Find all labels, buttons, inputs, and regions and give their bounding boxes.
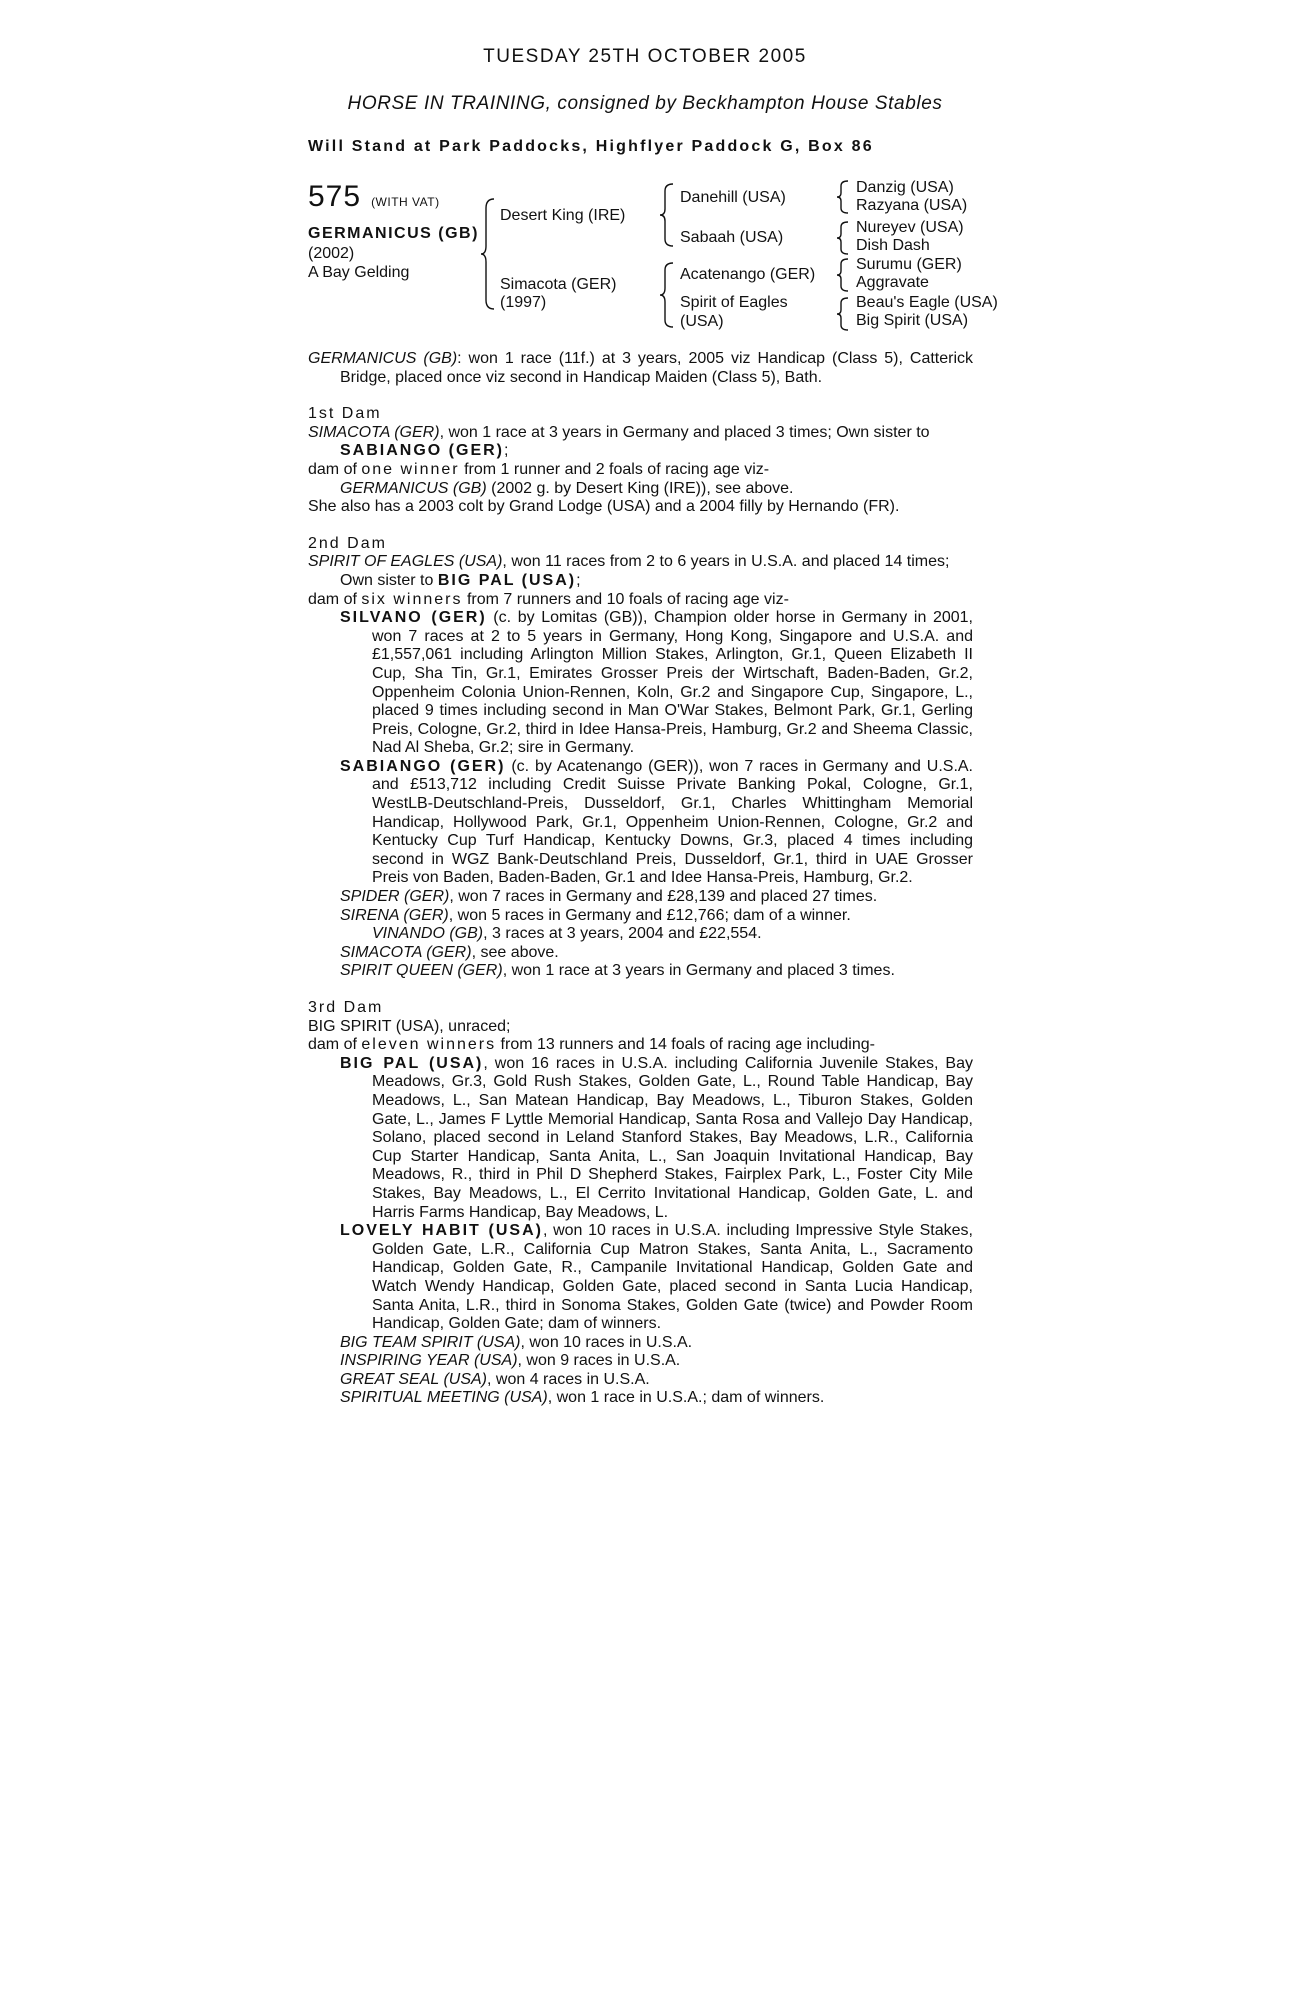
third-dam-winner-count: eleven winners (361, 1036, 497, 1054)
stabling-location: Will Stand at Park Paddocks, Highflyer Paddock G, Box 86 (308, 138, 874, 155)
progeny-sirena (308, 907, 973, 926)
vat-note: (WITH VAT) (371, 195, 440, 209)
first-dam-record (308, 424, 973, 461)
pedigree-ssd: Razyana (USA) (856, 197, 968, 214)
horse-summary (308, 350, 973, 387)
catalogue-text (308, 350, 973, 1408)
pedigree-brace-ds (836, 258, 850, 292)
spiritual-meeting-name: SPIRITUAL MEETING (USA) (340, 1389, 548, 1407)
lovely-habit-name: LOVELY HABIT (USA) (340, 1222, 543, 1240)
big-pal-name: BIG PAL (USA) (340, 1054, 484, 1072)
second-dam-dam-of: dam of (308, 590, 362, 608)
pedigree-dss: Surumu (GER) (856, 256, 962, 273)
progeny-spiritual-meeting (308, 1389, 973, 1408)
pedigree-dam: Simacota (GER) (500, 276, 617, 293)
progeny-lovely-habit (308, 1222, 973, 1334)
simacota-text: , see above. (471, 943, 559, 961)
progeny-vinando (308, 925, 973, 944)
simacota-name: SIMACOTA (GER) (340, 943, 472, 961)
progeny-silvano (308, 609, 973, 758)
second-dam-winner-count: six winners (361, 590, 463, 608)
progeny-inspiring-year (308, 1352, 973, 1371)
sirena-name: SIRENA (GER) (340, 906, 449, 924)
progeny-spirit-queen (308, 962, 973, 981)
great-seal-text: , won 4 races in U.S.A. (487, 1370, 650, 1388)
lovely-habit-text: , won 10 races in U.S.A. including Impressive Style Stakes, Golden Gate, L.R., California Cup Matron Stakes, Santa Anita, L., Sacramento Handicap, Golden Gate, R., Campanile Invitational Handicap, Golden Gate and Watch Wendy Handicap, Golden Gate, placed second in Santa Lucia Handicap, Santa Anita, L.R., third in Sonoma Stakes, Golden Gate (twice) and Powder Room Handicap, Golden Gate; dam of winners. (372, 1222, 973, 1333)
pedigree-dam-dam-country: (USA) (680, 313, 724, 330)
pedigree-sds: Nureyev (USA) (856, 219, 964, 236)
big-team-spirit-name: BIG TEAM SPIRIT (USA) (340, 1333, 521, 1351)
third-dam-produce-line (308, 1036, 973, 1055)
first-dam-sister-suffix: ; (504, 442, 509, 460)
summary-horse-name: GERMANICUS (GB) (308, 350, 458, 367)
horse-name: GERMANICUS (GB) (308, 225, 479, 242)
big-team-spirit-text: , won 10 races in U.S.A. (520, 1333, 693, 1351)
first-dam-heading: 1st Dam (308, 405, 382, 423)
first-dam-also: She also has a 2003 colt by Grand Lodge (USA) and a 2004 filly by Hernando (FR). (308, 498, 900, 516)
first-dam-progeny (308, 480, 973, 499)
inspiring-year-text: , won 9 races in U.S.A. (517, 1352, 681, 1370)
big-pal-text: , won 16 races in U.S.A. including California Juvenile Stakes, Bay Meadows, Gr.3, Gold Rush Stakes, Golden Gate, L., Round Table Handicap, Bay Meadows, L., San Matean Handicap, Bay Meadows, L., Tiburon Stakes, Golden Gate, L., James F Lyttle Memorial Handicap, Santa Rosa and Vallejo Day Handicap, Solano, placed second in Leland Stanford Stakes, Bay Meadows, L.R., California Cup Starter Handicap, Santa Anita, L., San Joaquin Invitational Handicap, Bay Meadows, R., third in Phil D Shepherd Stakes, Fairplex Park, L., Foster City Mile Stakes, Bay Meadows, L., El Cerrito Invitational Handicap, Golden Gate, L. and Harris Farms Handicap, Bay Meadows, L. (372, 1054, 973, 1221)
third-dam-name: BIG SPIRIT (USA), unraced; (308, 1017, 511, 1035)
pedigree-dam-dam: Spirit of Eagles (680, 294, 788, 311)
pedigree-ddd: Big Spirit (USA) (856, 312, 969, 329)
lot-number-block (308, 180, 440, 214)
second-dam-record (308, 553, 973, 590)
silvano-name: SILVANO (GER) (340, 609, 487, 627)
first-dam-dam-of: dam of (308, 460, 362, 478)
pedigree-sire-dam: Sabaah (USA) (680, 229, 784, 246)
progeny-simacota (308, 944, 973, 963)
first-dam-produce-line (308, 461, 973, 480)
second-dam-sister: BIG PAL (USA) (437, 571, 577, 589)
pedigree-sss: Danzig (USA) (856, 179, 954, 196)
second-dam-sister-suffix: ; (576, 571, 581, 589)
spider-name: SPIDER (GER) (340, 888, 450, 906)
sabiango-text: (c. by Acatenango (GER)), won 7 races in Germany and U.S.A. and £513,712 including Credit Suisse Private Banking Pokal, Cologne, Gr.1, WestLB-Deutschland-Preis, Dusseldorf, Gr.1, Charles Whittingham Memorial Handicap, Hollywood Park, Gr.1, Oppenheim Union-Rennen, Cologne, Gr.2 and Kentucky Cup Turf Handicap, Kentucky Downs, Gr.3, placed 4 times including second in WGZ Bank-Deutschland Preis, Dusseldorf, Gr.1, third in UAE Grosser Preis von Baden, Baden-Baden, Gr.1 and Idee Hansa-Preis, Hamburg, Gr.2. (372, 757, 973, 887)
pedigree-dds: Beau's Eagle (USA) (856, 294, 998, 311)
pedigree-sdd: Dish Dash (856, 237, 930, 254)
progeny-spider (308, 888, 973, 907)
pedigree-dsd: Aggravate (856, 274, 929, 291)
pedigree-brace-dam (659, 262, 675, 328)
sabiango-name: SABIANGO (GER) (340, 757, 506, 775)
vinando-name: VINANDO (GB) (372, 925, 484, 943)
progeny-name: GERMANICUS (GB) (340, 479, 487, 497)
progeny-big-pal (308, 1055, 973, 1222)
lot-number: 575 (308, 180, 362, 213)
summary-text-2: Catterick Bridge, placed once viz second in Handicap Maiden (Class 5), Bath. (340, 350, 974, 386)
progeny-text: (2002 g. by Desert King (IRE)), see above. (486, 479, 794, 497)
third-dam-dam-of: dam of (308, 1036, 362, 1054)
first-dam-name: SIMACOTA (GER) (308, 423, 440, 441)
progeny-sabiango (308, 758, 973, 888)
first-dam-produce-suffix: from 1 runner and 2 foals of racing age viz- (459, 460, 770, 478)
first-dam-sister: SABIANGO (GER) (340, 442, 504, 460)
spirit-queen-name: SPIRIT QUEEN (GER) (340, 962, 503, 980)
horse-description: A Bay Gelding (308, 264, 410, 281)
pedigree-dam-year: (1997) (500, 294, 547, 311)
pedigree-sire: Desert King (IRE) (500, 207, 626, 224)
sale-date: TUESDAY 25TH OCTOBER 2005 (483, 46, 807, 67)
pedigree-sire-sire: Danehill (USA) (680, 189, 786, 206)
consignment-line: HORSE IN TRAINING, consigned by Beckhampton House Stables (347, 93, 943, 114)
pedigree-dam-sire: Acatenango (GER) (680, 266, 816, 283)
second-dam-name: SPIRIT OF EAGLES (USA) (308, 553, 503, 571)
progeny-big-team-spirit (308, 1334, 973, 1353)
silvano-text: (c. by Lomitas (GB)), Champion older horse in Germany in 2001, won 7 races at 2 to 5 years in Germany, Hong Kong, Singapore and U.S.A. and £1,557,061 including Arlington Million Stakes, Arlington, Gr.1, Queen Elizabeth II Cup, Sha Tin, Gr.1, Emirates Grosser Preis der Wirtschaft, Baden-Baden, Gr.2, Oppenheim Colonia Union-Rennen, Koln, Gr.2 and Singapore Cup, Singapore, L., placed 9 times including second in Man O'War Stakes, Belmont Park, Gr.1, Gerling Preis, Cologne, Gr.2, third in Idee Hansa-Preis, Hamburg, Gr.2 and Sheema Classic, Nad Al Sheba, Gr.2; sire in Germany. (372, 609, 973, 757)
first-dam-text: , won 1 race at 3 years in Germany and placed 3 times; Own sister to (439, 423, 930, 441)
pedigree-brace-ss (836, 180, 850, 214)
horse-year: (2002) (308, 245, 355, 262)
second-dam-text: , won 11 races from 2 to 6 years in U.S.A. and placed 14 times; Own sister to (340, 553, 950, 589)
pedigree-brace-dd (836, 297, 850, 331)
spider-text: , won 7 races in Germany and £28,139 and placed 27 times. (449, 888, 878, 906)
summary-text-1: : won 1 race (11f.) at 3 years, 2005 viz Handicap (Class 5), (457, 350, 903, 367)
spiritual-meeting-text: , won 1 race in U.S.A.; dam of winners. (547, 1389, 825, 1407)
vinando-text: , 3 races at 3 years, 2004 and £22,554. (483, 925, 762, 943)
third-dam-heading: 3rd Dam (308, 999, 384, 1016)
third-dam-produce-suffix: from 13 runners and 14 foals of racing age including- (496, 1036, 875, 1054)
second-dam-produce-line (308, 591, 973, 610)
pedigree-brace-sd (836, 221, 850, 255)
inspiring-year-name: INSPIRING YEAR (USA) (340, 1352, 518, 1370)
pedigree-brace-sire (659, 183, 675, 247)
second-dam-heading: 2nd Dam (308, 534, 387, 552)
spirit-queen-text: , won 1 race at 3 years in Germany and placed 3 times. (502, 962, 895, 980)
second-dam-produce-suffix: from 7 runners and 10 foals of racing age viz- (462, 590, 789, 608)
great-seal-name: GREAT SEAL (USA) (340, 1370, 487, 1388)
progeny-great-seal (308, 1371, 973, 1390)
first-dam-winner-count: one winner (361, 460, 460, 478)
sirena-text: , won 5 races in Germany and £12,766; dam of a winner. (448, 906, 851, 924)
pedigree-brace-main (480, 198, 496, 310)
